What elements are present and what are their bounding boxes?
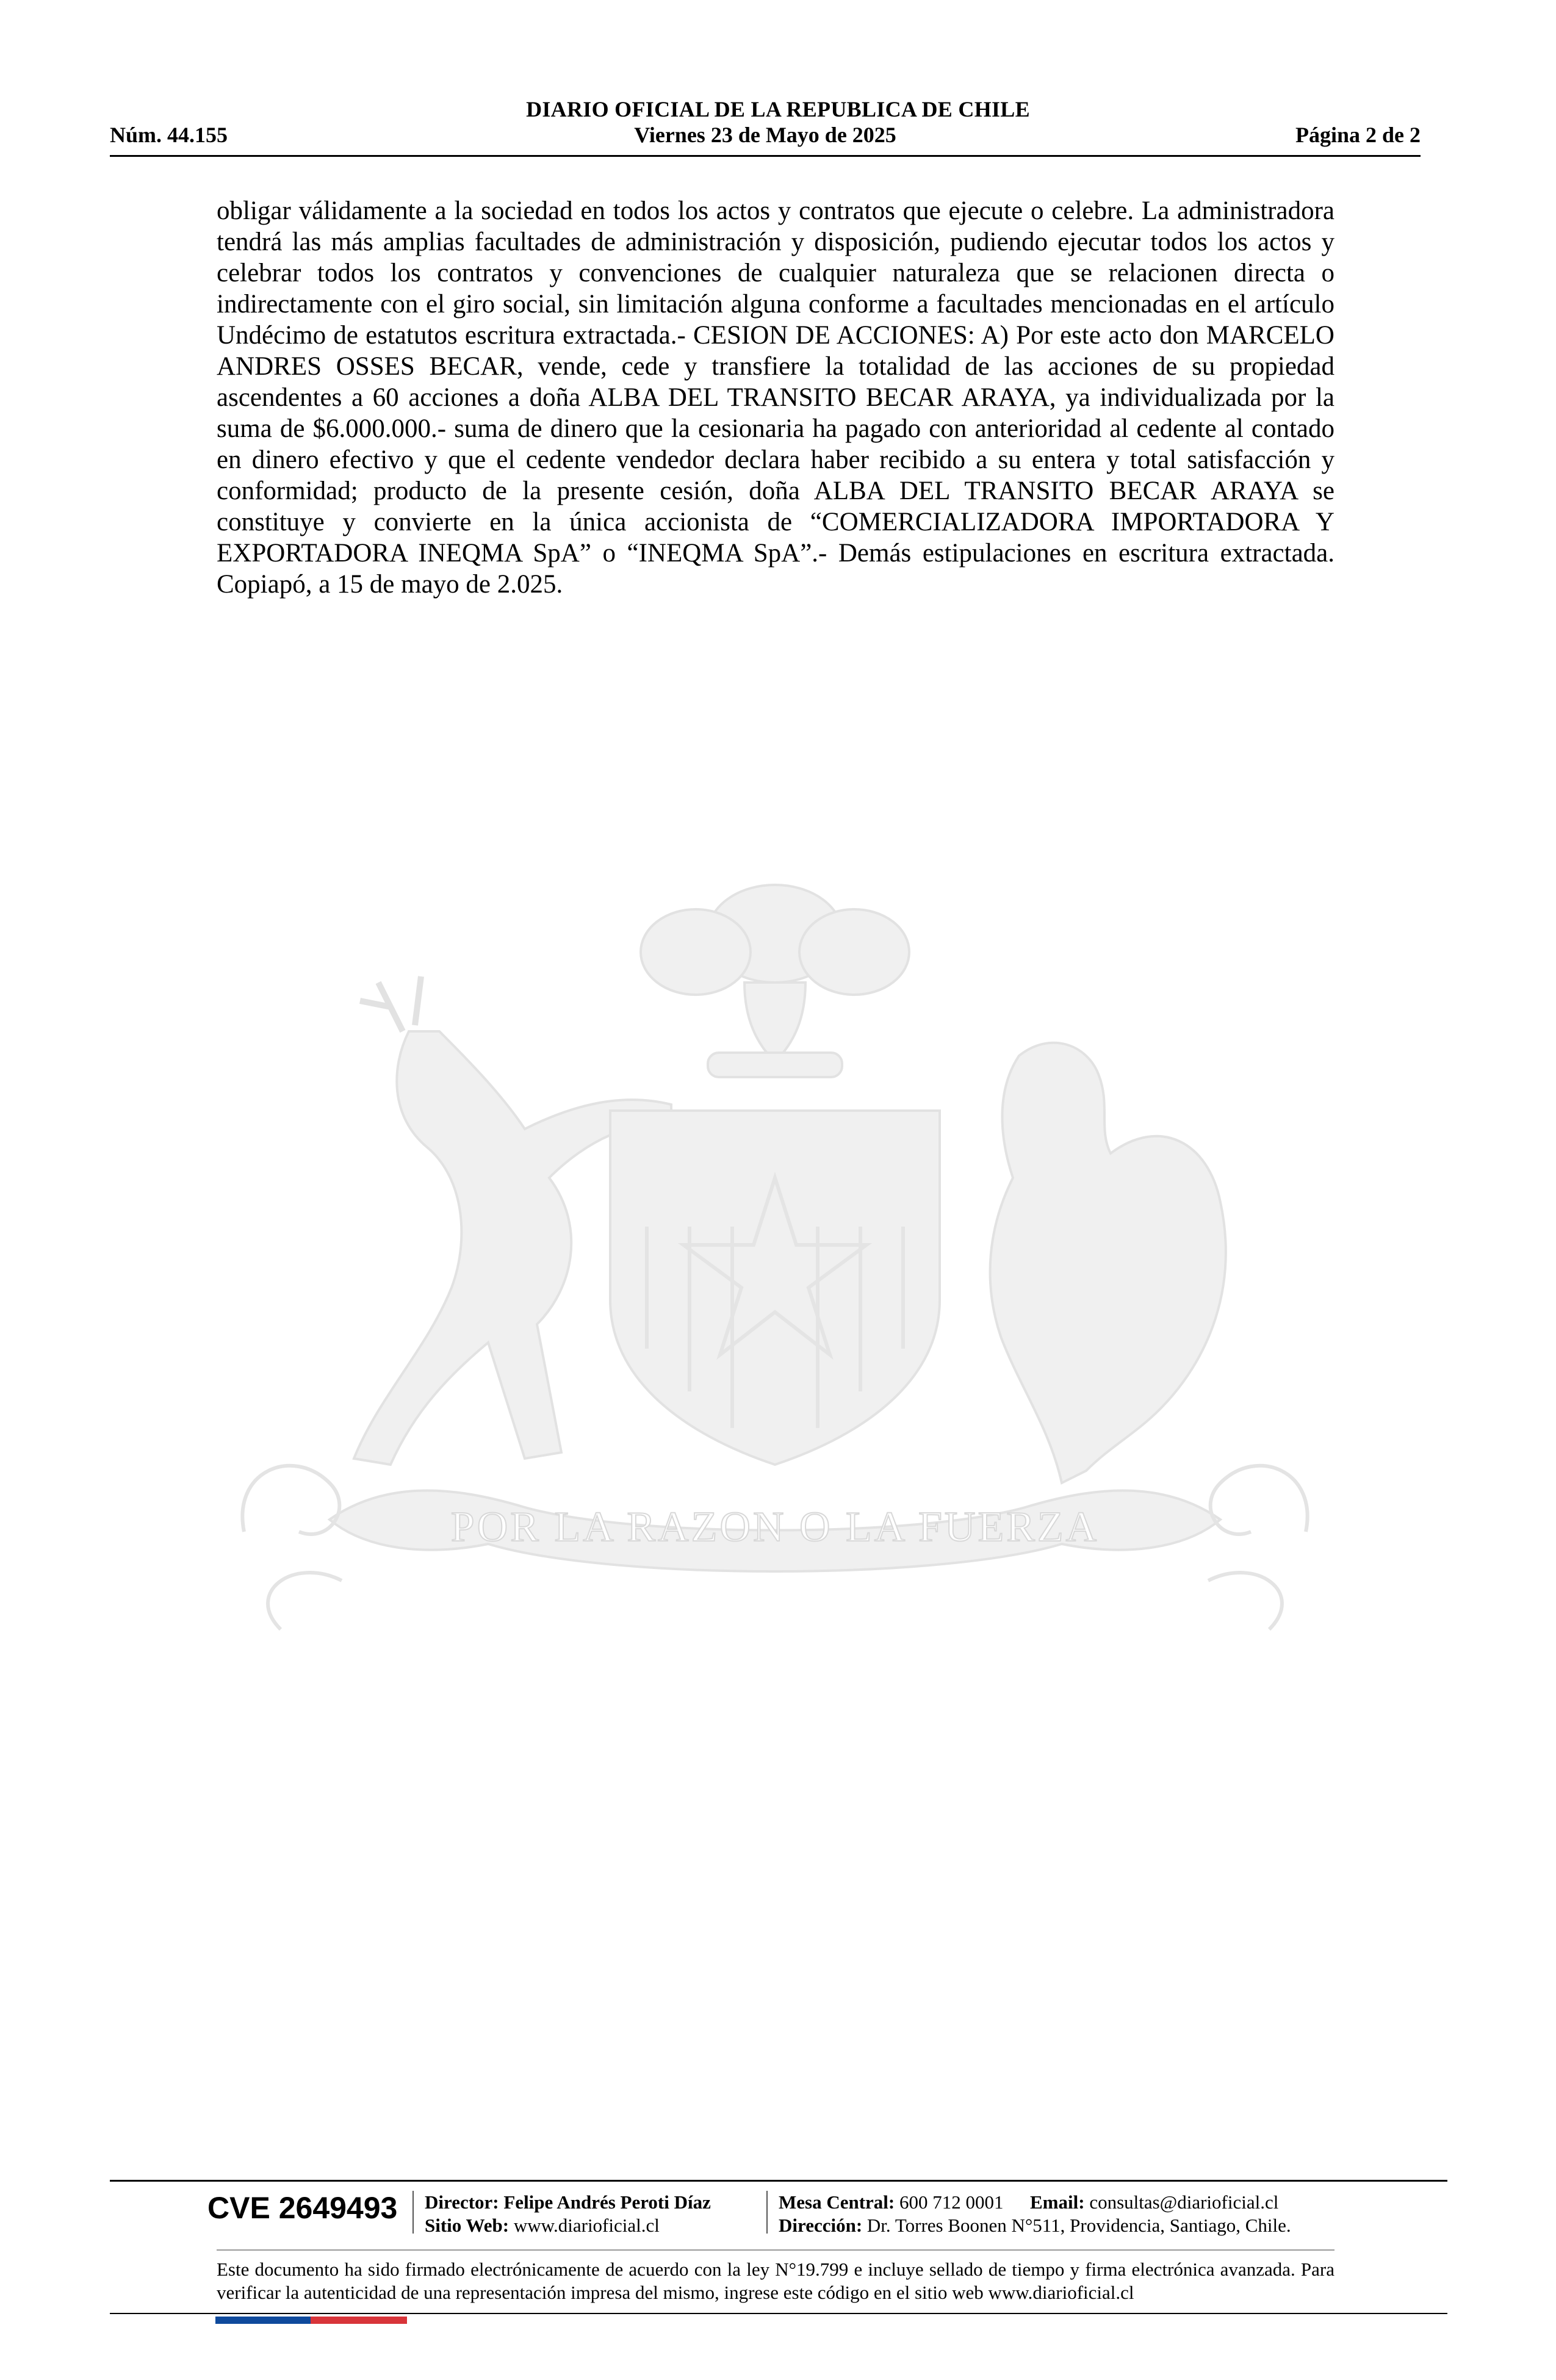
- coat-of-arms-watermark: [207, 860, 1342, 1697]
- director-label: Director:: [425, 2191, 499, 2213]
- website-label: Sitio Web:: [425, 2215, 510, 2236]
- issue-number: Núm. 44.155: [110, 123, 228, 147]
- page-indicator: Página 2 de 2: [1295, 123, 1421, 147]
- huemul-antlers: [360, 976, 421, 1031]
- shield: [610, 1111, 940, 1465]
- scroll-ornament-left: [268, 1573, 342, 1629]
- address-value: Dr. Torres Boonen N°511, Providencia, Santiago, Chile.: [866, 2215, 1291, 2236]
- crest-feather: [641, 909, 751, 995]
- crest-band: [708, 1053, 842, 1077]
- crest-stem: [744, 983, 805, 1062]
- crest-feather: [799, 909, 909, 995]
- website-line: [425, 2214, 711, 2237]
- director-line: [425, 2191, 711, 2214]
- newspaper-title: DIARIO OFICIAL DE LA REPUBLICA DE CHILE: [526, 97, 1030, 121]
- contact-line: [779, 2191, 1291, 2214]
- phone-number: 600 712 0001: [899, 2191, 1004, 2213]
- condor-figure: [990, 1043, 1226, 1483]
- website-link[interactable]: www.diarioficial.cl: [513, 2215, 660, 2236]
- footer-divider-bottom: [110, 2313, 1447, 2314]
- address-label: Dirección:: [779, 2215, 863, 2236]
- footer-separator: [412, 2191, 414, 2234]
- director-name: Felipe Andrés Peroti Díaz: [503, 2191, 711, 2213]
- email-link[interactable]: consultas@diarioficial.cl: [1089, 2191, 1279, 2213]
- signature-notice: Este documento ha sido firmado electrónicamente de acuerdo con la ley N°19.799 e incluye sellado de tiempo y firma electrónica avanzada. Para verificar la autenticidad de una representación impresa del mismo, ingrese este código en el sitio web www.diarioficial.cl: [217, 2259, 1334, 2303]
- footer-separator: [766, 2191, 768, 2234]
- scroll-ornament-right: [1211, 1466, 1308, 1534]
- footer-divider-mid: [217, 2249, 1334, 2251]
- scroll-ornament-right: [1208, 1573, 1282, 1629]
- address-line: [779, 2214, 1291, 2237]
- footer-divider-top: [110, 2180, 1447, 2182]
- scroll-ornament-left: [242, 1466, 339, 1534]
- cve-code: CVE 2649493: [207, 2191, 398, 2225]
- header-divider: [110, 155, 1421, 157]
- footer-director-block: [425, 2191, 711, 2237]
- email-label: Email:: [1030, 2191, 1085, 2213]
- phone-label: Mesa Central:: [779, 2191, 895, 2213]
- flag-stripe-blue: [215, 2317, 311, 2324]
- footer-contact-block: [779, 2191, 1291, 2237]
- motto-text: POR LA RAZON O LA FUERZA: [450, 1504, 1100, 1551]
- issue-date: Viernes 23 de Mayo de 2025: [634, 123, 896, 147]
- body-paragraph: obligar válidamente a la sociedad en todos los actos y contratos que ejecute o celebre. La administradora tendrá las más amplias facultades de administración y disposición, pudiendo ejecutar todos los actos y celebrar todos los contratos y convenciones de cualquier naturaleza que se relacionen directa o indirectamente con el giro social, sin limitación alguna conforme a facultades mencionadas en el artículo Undécimo de estatutos escritura extractada.- CESION DE ACCIONES: A) Por este acto don MARCELO ANDRES OSSES BECAR, vende, cede y transfiere la totalidad de las acciones de su propiedad ascendentes a 60 acciones a doña ALBA DEL TRANSITO BECAR ARAYA, ya individualizada por la suma de $6.000.000.- suma de dinero que la cesionaria ha pagado con anterioridad al cedente al contado en dinero efectivo y que el cedente vendedor declara haber recibido a su entera y total satisfacción y conformidad; producto de la presente cesión, doña ALBA DEL TRANSITO BECAR ARAYA se constituye y convierte en la única accionista de “COMERCIALIZADORA IMPORTADORA Y EXPORTADORA INEQMA SpA” o “INEQMA SpA”.- Demás estipulaciones en escritura extractada. Copiapó, a 15 de mayo de 2.025.: [217, 197, 1334, 599]
- flag-stripe-red: [311, 2317, 407, 2324]
